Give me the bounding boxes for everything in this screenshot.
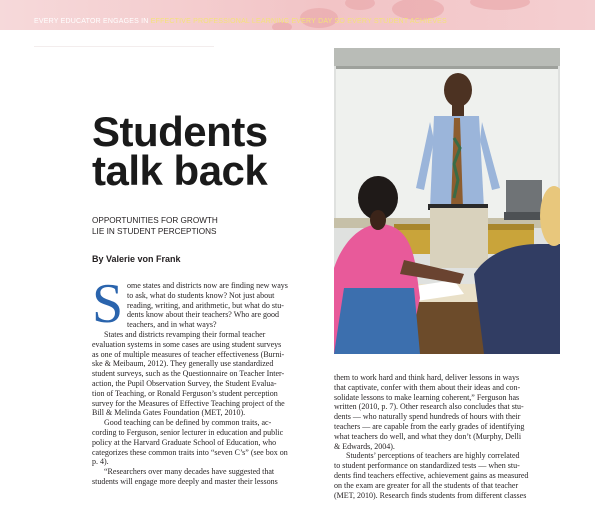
divider [34, 46, 214, 47]
text-line: Good teaching can be defined by common traits, ac- [104, 418, 272, 428]
text-line: States and districts revamping their formal teacher [104, 329, 266, 339]
subtitle-line-2: LIE IN STUDENT PERCEPTIONS [92, 226, 217, 236]
body-column-2 [334, 373, 562, 500]
text-line: policy at the Harvard Graduate School of Education, who [92, 437, 277, 447]
banner-dot [470, 0, 530, 10]
tagline [34, 18, 447, 25]
text-line: that captivate, confer with them about their ideas and con- [334, 382, 521, 392]
text-line: written (2010, p. 7). Other research also concludes that stu- [334, 402, 524, 412]
text-line: them to work hard and think hard, deliver lessons in ways [334, 373, 520, 382]
text-line: p. 4). [92, 457, 109, 467]
text-line: as one of multiple measures of teacher effectiveness (Burni- [92, 349, 285, 359]
text-line: action, the Pupil Observation Survey, the Student Evalua- [92, 378, 277, 388]
text-line: “Researchers over many decades have suggested that [104, 467, 275, 477]
text-line: reading, writing, and arithmetic, but what do stu- [127, 300, 284, 310]
text-line: ske & Meibaum, 2012). They generally use standardized [92, 359, 274, 369]
text-line: teachers — are capable from the early grades of identifying [334, 421, 525, 431]
text-line: Bill & Melinda Gates Foundation (MET, 2010). [92, 408, 246, 418]
text-line: what teachers do well, and what they don’t (Murphy, Delli [334, 431, 522, 441]
text-line: survey for the Measures of Effective Teaching project of the [92, 398, 285, 408]
text-line: tion of Teaching, or Ronald Ferguson’s student perception [92, 388, 278, 398]
classroom-photo [334, 48, 560, 354]
text-line: dents know about their teachers? Who are good [127, 310, 280, 320]
text-line: to student performance on standardized tests — when stu- [334, 461, 520, 471]
text-line: ome states and districts now are finding new ways [127, 281, 288, 290]
tagline-highlight: EFFECTIVE PROFESSIONAL LEARNING EVERY DAY SO EVERY STUDENT ACHIEVES [150, 18, 447, 25]
header-banner [0, 0, 595, 30]
text-line: Students’ perceptions of teachers are highly correlated [346, 451, 520, 461]
article-title [92, 108, 268, 194]
text-line: dents find teachers effective, achievement gains as measured [334, 470, 529, 480]
text-line: evaluation systems in some cases are using student surveys [92, 339, 282, 349]
title-line-1: Students [92, 108, 268, 155]
byline: By Valerie von Frank [92, 254, 181, 264]
text-line: student surveys, such as the Questionnaire on Teacher Inter- [92, 369, 285, 379]
text-line: on the exam are greater for all the students of that teacher [334, 480, 519, 490]
text-line: teachers, and in what ways? [127, 320, 217, 330]
subtitle-line-1: OPPORTUNITIES FOR GROWTH [92, 216, 218, 225]
text-line: students will engage more deeply and master their lessons [92, 476, 278, 486]
text-line: solidate lessons to make learning coherent,” Ferguson has [334, 392, 520, 402]
text-line: dents — who naturally spend hundreds of hours with their [334, 412, 521, 422]
banner-dot [345, 0, 375, 10]
tagline-prefix: EVERY EDUCATOR ENGAGES IN [34, 18, 151, 25]
banner-dot [392, 0, 444, 20]
text-line: to ask, what do students know? Not just about [127, 290, 275, 300]
text-line: categorizes these common traits into “seven C’s” (see box on [92, 447, 288, 457]
text-line: (MET, 2010). Research finds students from different classes [334, 490, 527, 500]
drop-cap: S [92, 273, 124, 335]
body-column-1 [92, 281, 324, 487]
text-line: & Edwards, 2004). [334, 441, 395, 451]
title-line-2: talk back [92, 147, 268, 194]
article-subtitle [92, 216, 218, 237]
text-line: cording to Ferguson, senior lecturer in education and public [92, 427, 284, 437]
